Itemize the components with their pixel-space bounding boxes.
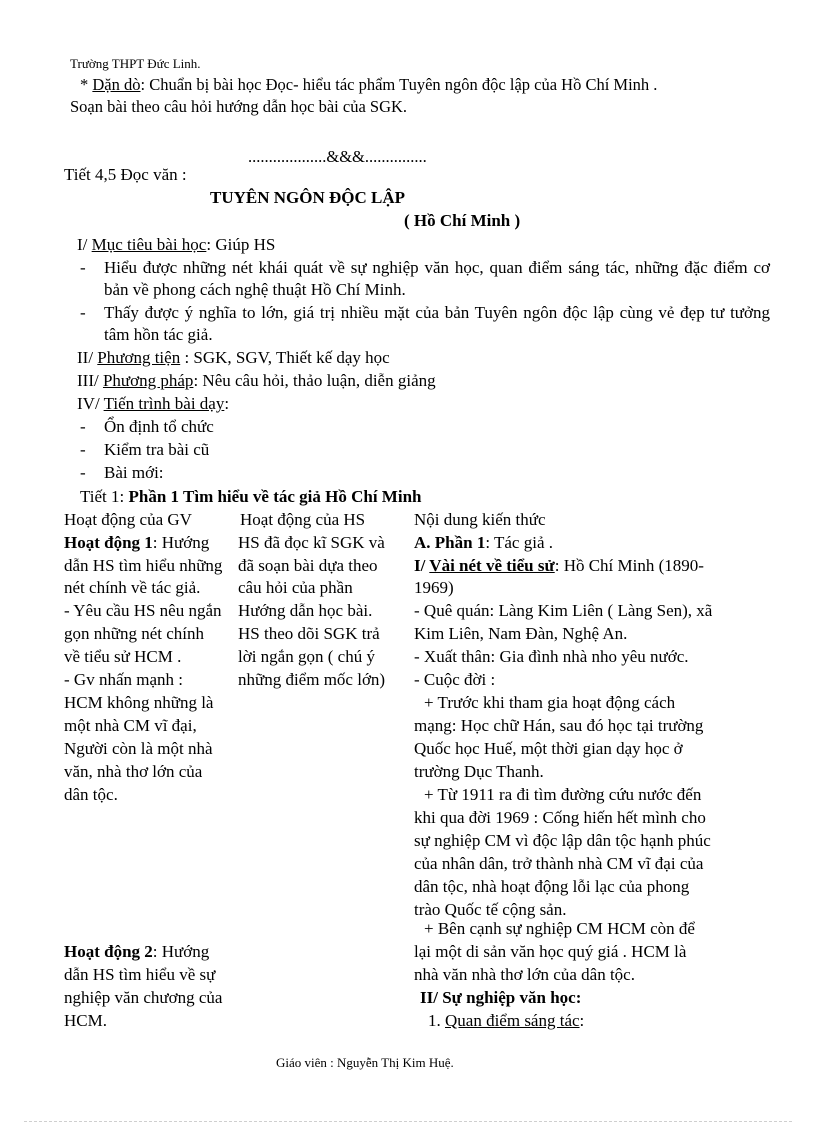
teacher-text: nét chính về tác giả. [64, 578, 201, 597]
student-text: lời ngắn gọn ( chú ý [238, 647, 375, 666]
period-title: Phần 1 Tìm hiểu về tác giả Hồ Chí Minh [128, 487, 422, 506]
section-procedure-heading [77, 393, 229, 415]
content-text: nhà văn nhà thơ lớn của dân tộc. [414, 965, 635, 984]
teacher-footer: Giáo viên : Nguyễn Thị Kim Huệ. [276, 1055, 454, 1070]
biography-heading [414, 555, 704, 577]
student-text: đã soạn bài dựa theo [238, 556, 378, 575]
content-text: + Trước khi tham gia hoạt động cách [424, 693, 676, 712]
procedure-item: Ổn định tổ chức [104, 417, 214, 436]
content-text: lại một di sản văn học quý giá . HCM là [414, 942, 687, 961]
content-text: mạng: Học chữ Hán, sau đó học tại trường [414, 716, 704, 735]
teacher-text: gọn những nét chính [64, 624, 205, 643]
lesson-title: TUYÊN NGÔN ĐỘC LẬP [210, 188, 406, 207]
content-text: + Từ 1911 ra đi tìm đường cứu nước đến [424, 785, 702, 804]
teacher-text: HCM. [64, 1011, 107, 1030]
objective-item: Thấy được ý nghĩa to lớn, giá trị nhiều mặt của bản Tuyên ngôn độc lập cùng vẻ đẹp tư tưởng tâm hồn tác giả. [104, 303, 770, 344]
teacher-text: - Yêu cầu HS nêu ngắn [64, 601, 222, 620]
item-suffix: : [579, 1011, 585, 1030]
part-text: : Tác giả . [485, 533, 553, 552]
section-methods-heading [77, 370, 436, 392]
career-heading: II/ Sự nghiệp văn học: [420, 988, 582, 1007]
content-text: dân tộc, nhà hoạt động lỗi lạc của phong [414, 877, 690, 896]
teacher-text: HCM không những là [64, 693, 214, 712]
content-text: + Bên cạnh sự nghiệp CM HCM còn để [424, 919, 695, 938]
procedure-item: Bài mới: [104, 463, 164, 482]
teacher-text: dân tộc. [64, 785, 118, 804]
objective-item: Hiểu được những nét khái quát về sự nghiệp văn học, quan điểm sáng tác, những đặc điểm cơ bản về phong cách nghệ thuật Hồ Chí Minh. [104, 258, 770, 299]
section-separator: ...................&&&............... [248, 147, 427, 166]
teacher-text: nghiệp văn chương của [64, 988, 223, 1007]
activity-label: Hoạt động 2 [64, 942, 153, 961]
section-prefix: IV/ [77, 394, 104, 413]
bullet-marker: - [80, 303, 86, 322]
section-objectives-heading [77, 234, 275, 256]
dan-do-text: : Chuẩn bị bài học Đọc- hiểu tác phẩm Tuyên ngôn độc lập của Hồ Chí Minh . [140, 75, 658, 94]
lesson-author: ( Hồ Chí Minh ) [404, 211, 521, 230]
career-item [428, 1010, 584, 1032]
part-label: A. Phần 1 [414, 533, 486, 552]
activity-2-heading [64, 941, 209, 963]
bullet-marker: - [80, 258, 86, 277]
content-text: 1969) [414, 578, 454, 597]
page-edge-divider [24, 1121, 792, 1122]
lesson-label: Tiết 4,5 Đọc văn : [64, 165, 187, 184]
activity-1-heading [64, 532, 209, 554]
section-heading: Tiến trình bài dạy [103, 394, 225, 413]
column-header-student: Hoạt động của HS [240, 510, 366, 529]
section-heading: Phương pháp [102, 371, 194, 390]
item-title: Quan điểm sáng tác [445, 1011, 580, 1030]
content-text: - Cuộc đời : [414, 670, 496, 689]
period-prefix: Tiết 1: [80, 487, 129, 506]
student-text: HS theo dõi SGK trả [238, 624, 380, 643]
student-text: những điểm mốc lớn) [238, 670, 386, 689]
teacher-text: về tiểu sử HCM . [64, 647, 182, 666]
homework-line [80, 74, 657, 96]
content-text: - Xuất thân: Gia đình nhà nho yêu nước. [414, 647, 689, 666]
section-means-heading [77, 347, 390, 369]
section-heading: Mục tiêu bài học [91, 235, 207, 254]
content-text: trào Quốc tế cộng sản. [414, 900, 567, 919]
activity-text: : Hướng [152, 533, 210, 552]
column-header-content: Nội dung kiến thức [414, 510, 546, 529]
content-text: sự nghiệp CM vì độc lập dân tộc hạnh phúc [414, 831, 711, 850]
procedure-item: Kiểm tra bài cũ [104, 440, 210, 459]
student-text: câu hỏi của phần [238, 578, 353, 597]
content-text: của nhân dân, trở thành nhà CM vĩ đại của [414, 854, 704, 873]
section-suffix: : Nêu câu hỏi, thảo luận, diễn giảng [193, 371, 436, 390]
content-text: khi qua đời 1969 : Cống hiến hết mình cho [414, 808, 706, 827]
student-text: Hướng dẫn học bài. [238, 601, 373, 620]
section-prefix: III/ [77, 371, 103, 390]
activity-text: : Hướng [152, 942, 210, 961]
student-text: HS đã đọc kĩ SGK và [238, 533, 385, 552]
part-a-heading [414, 532, 553, 554]
teacher-text: Người còn là một nhà [64, 739, 213, 758]
teacher-text: - Gv nhấn mạnh : [64, 670, 183, 689]
teacher-text: dẫn HS tìm hiểu những [64, 556, 223, 575]
content-text: Quốc học Huế, một thời gian dạy học ở [414, 739, 683, 758]
content-text: trường Dục Thanh. [414, 762, 544, 781]
bio-text: : Hồ Chí Minh (1890- [554, 556, 704, 575]
bio-heading: Vài nét về tiểu sử [429, 556, 555, 575]
section-suffix: : Giúp HS [206, 235, 276, 254]
section-prefix: II/ [77, 348, 98, 367]
bullet-marker: - [80, 463, 86, 482]
school-header: Trường THPT Đức Linh. [70, 56, 201, 71]
content-text: - Quê quán: Làng Kim Liên ( Làng Sen), xã [414, 601, 713, 620]
teacher-text: một nhà CM vĩ đại, [64, 716, 197, 735]
item-number: 1. [428, 1011, 445, 1030]
section-suffix: : [224, 394, 230, 413]
teacher-text: văn, nhà thơ lớn của [64, 762, 203, 781]
homework-line-2: Soạn bài theo câu hỏi hướng dẫn học bài của SGK. [70, 97, 408, 116]
section-prefix: I/ [77, 235, 92, 254]
bullet-marker: - [80, 417, 86, 436]
activity-label: Hoạt động 1 [64, 533, 153, 552]
star-marker: * [80, 75, 89, 94]
period-heading [80, 486, 421, 508]
bullet-marker: - [80, 440, 86, 459]
bio-prefix: I/ [414, 556, 430, 575]
dan-do-label: Dặn dò [92, 75, 141, 94]
teacher-text: dẫn HS tìm hiểu về sự [64, 965, 216, 984]
content-text: Kim Liên, Nam Đàn, Nghệ An. [414, 624, 628, 643]
section-heading: Phương tiện [97, 348, 181, 367]
column-header-teacher: Hoạt động của GV [64, 510, 192, 529]
section-suffix: : SGK, SGV, Thiết kế dạy học [180, 348, 390, 367]
